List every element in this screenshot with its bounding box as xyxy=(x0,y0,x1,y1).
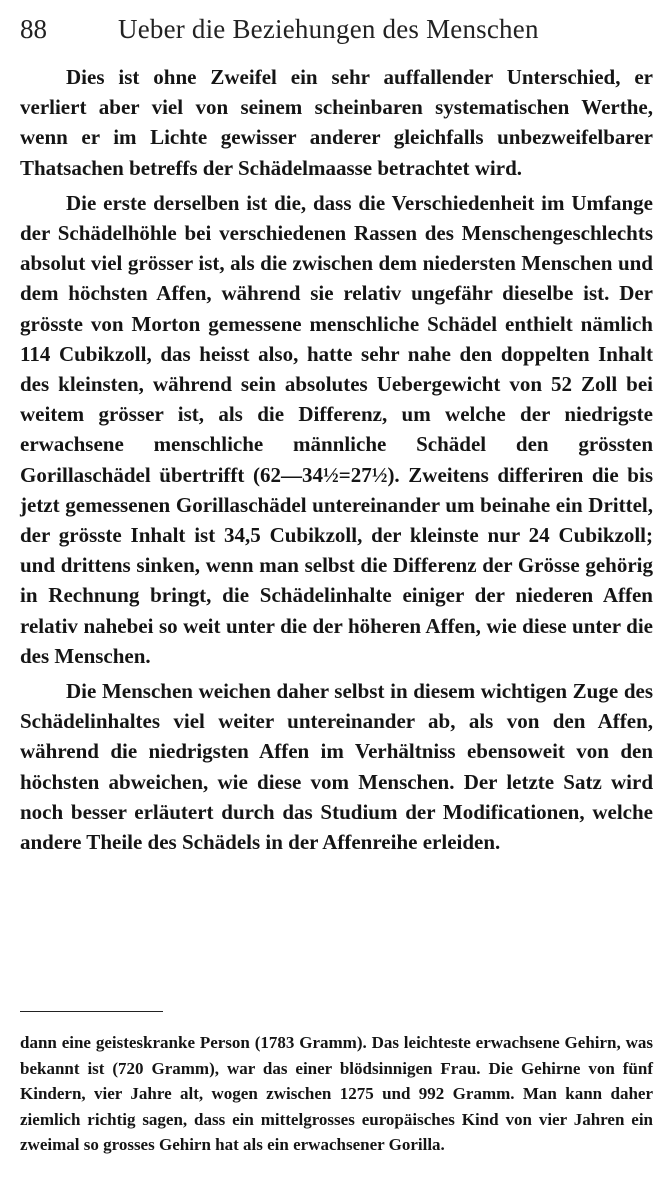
main-text xyxy=(20,62,653,857)
page-header xyxy=(20,14,660,48)
paragraph: Die erste derselben ist die, dass die Verschiedenheit im Umfange der Schädelhöhle bei verschiedenen Rassen des Menschengeschlechts absolut viel grösser ist, als die zwischen dem niedersten Menschen und dem höchsten Affen, während sie relativ ungefähr dieselbe ist. Der grösste von Morton gemessene menschliche Schädel enthielt nämlich 114 Cubikzoll, das heisst also, hatte sehr nahe den doppelten Inhalt des kleinsten, während sein absolutes Uebergewicht von 52 Zoll bei weitem grösser ist, als die Differenz, um welche der niedrigste erwachsene menschliche männliche Schädel den grössten Gorillaschädel übertrifft (62—34½=27½). Zweitens differiren die bis jetzt gemessenen Gorillaschädel untereinander um beinahe ein Drittel, der grösste Inhalt ist 34,5 Cubikzoll, der kleinste nur 24 Cubikzoll; und drittens sinken, wenn man selbst die Differenz der Grösse gehörig in Rechnung bringt, die Schädelinhalte einiger der niederen Affen relativ nahebei so weit unter die der höheren Affen, wie diese unter die des Menschen. xyxy=(20,190,653,668)
paragraph: Die Menschen weichen daher selbst in diesem wichtigen Zuge des Schädelinhaltes viel weiter untereinander ab, als von den Affen, während die niedrigsten Affen im Verhältniss ebensoweit von den höchsten abweichen, wie diese vom Menschen. Der letzte Satz wird noch besser erläutert durch das Studium der Modificationen, welche andere Theile des Schädels in der Affenreihe erleiden. xyxy=(20,679,653,855)
running-title: Ueber die Beziehungen des Menschen xyxy=(118,14,539,44)
footnote-divider xyxy=(20,1011,163,1012)
paragraph: Dies ist ohne Zweifel ein sehr auffallender Unterschied, er verliert aber viel von seinem scheinbaren systematischen Werthe, wenn er im Lichte gewisser anderer gleichfalls unbezweifelbarer Thatsachen betreffs der Schädelmaasse betrachtet wird. xyxy=(20,65,653,180)
page-number: 88 xyxy=(20,14,47,44)
footnote xyxy=(20,1030,653,1158)
footnote-text: dann eine geisteskranke Person (1783 Gramm). Das leichteste erwachsene Gehirn, was bekannt ist (720 Gramm), war das einer blödsinnigen Frau. Die Gehirne von fünf Kindern, vier Jahre alt, wogen zwischen 1275 und 992 Gramm. Man kann daher ziemlich richtig sagen, dass ein mittelgrosses europäisches Kind von vier Jahren ein zweimal so grosses Gehirn hat als ein erwachsener Gorilla. xyxy=(20,1033,653,1155)
